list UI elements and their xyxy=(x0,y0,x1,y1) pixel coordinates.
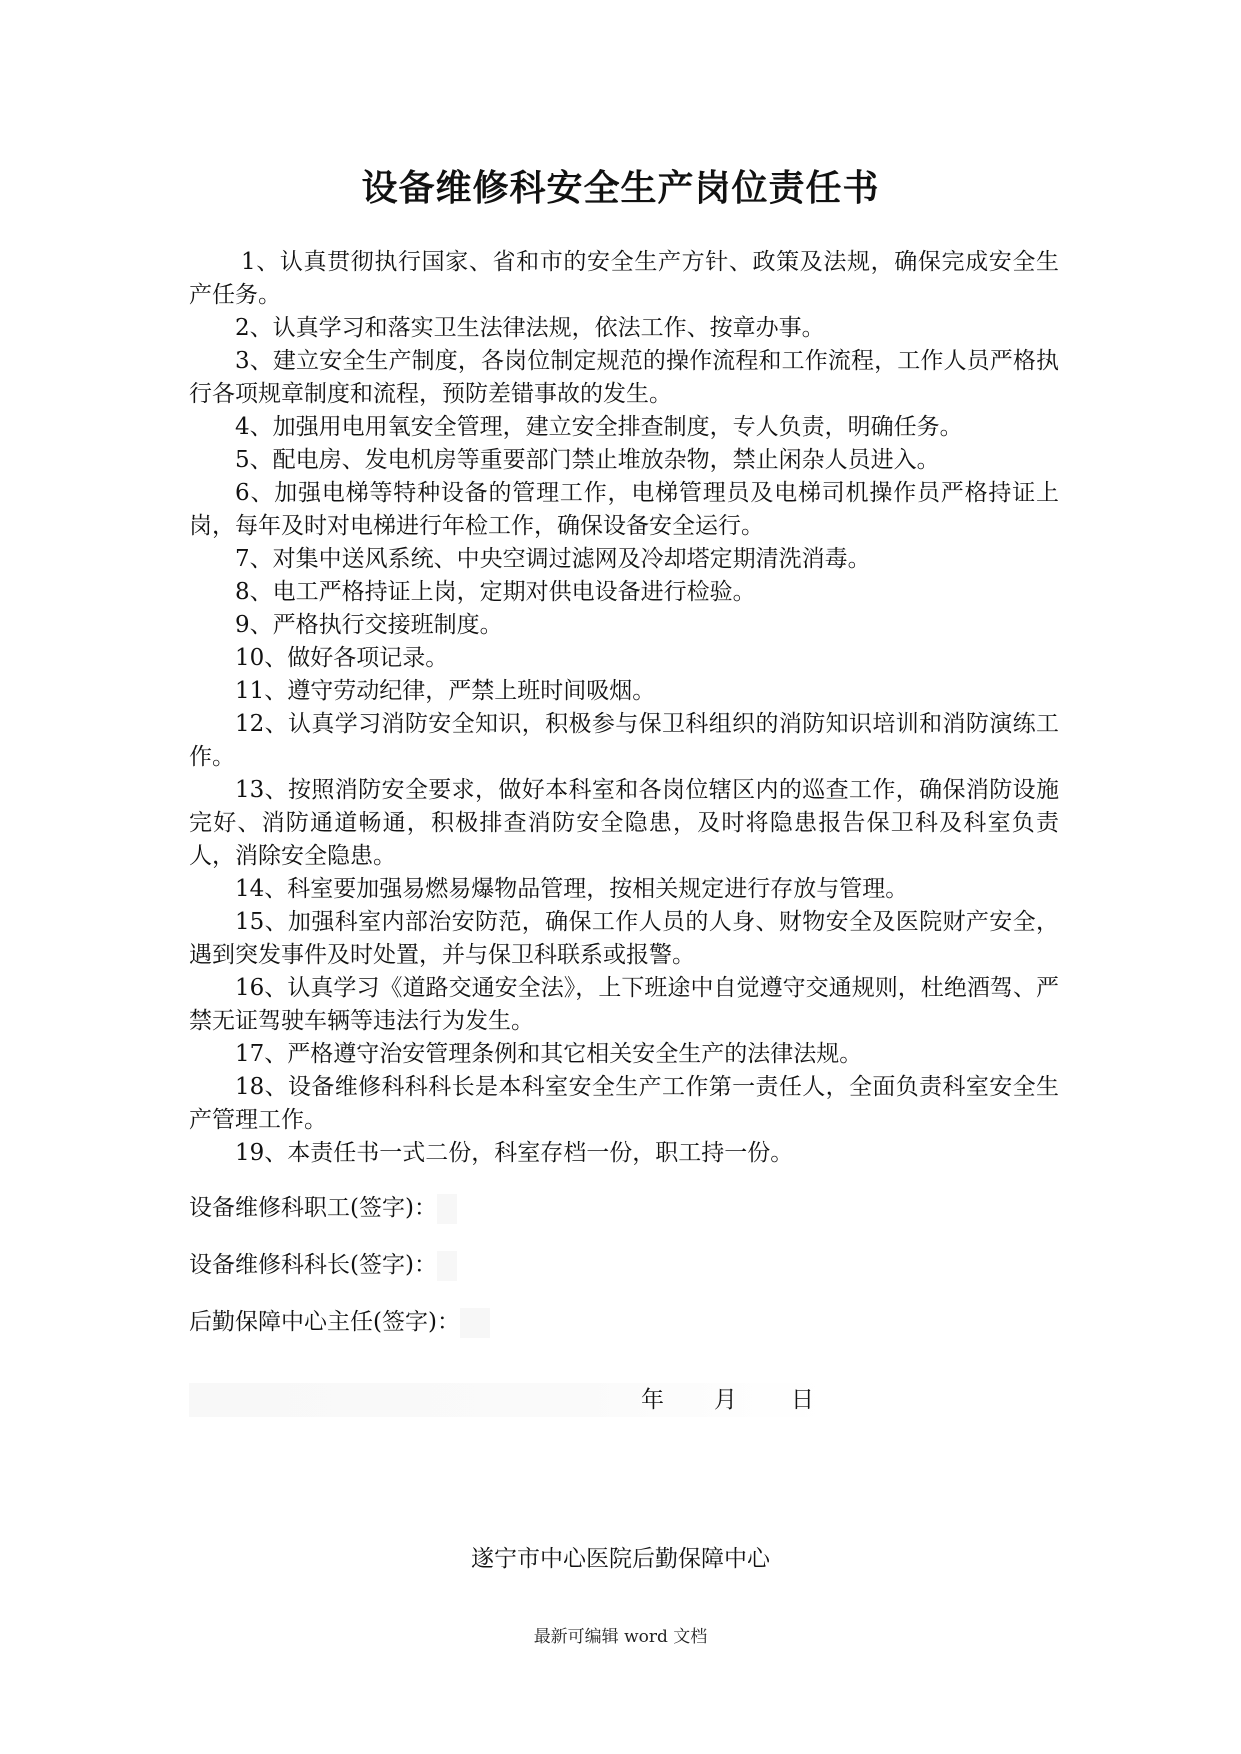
organization-name: 遂宁市中心医院后勤保障中心 xyxy=(471,1546,770,1572)
list-item: 11、遵守劳动纪律，严禁上班时间吸烟。 xyxy=(235,678,656,704)
list-item: 7、对集中送风系统、中央空调过滤网及冷却塔定期清洗消毒。 xyxy=(235,546,871,572)
list-item: 8、电工严格持证上岗，定期对供电设备进行检验。 xyxy=(235,579,756,605)
signature-chief-blank xyxy=(437,1251,457,1281)
date-day: 日 xyxy=(791,1387,814,1413)
list-item: 12、认真学习消防安全知识，积极参与保卫科组织的消防知识培训和消防演练工作。 xyxy=(189,711,1059,770)
date-month: 月 xyxy=(714,1387,737,1413)
list-item: 16、认真学习《道路交通安全法》，上下班途中自觉遵守交通规则，杜绝酒驾、严禁无证驾驶车辆等违法行为发生。 xyxy=(189,975,1059,1034)
signature-staff xyxy=(189,1192,457,1225)
signature-staff-label: 设备维修科职工(签字)： xyxy=(189,1195,437,1221)
list-item: 18、设备维修科科科长是本科室安全生产工作第一责任人，全面负责科室安全生产管理工作。 xyxy=(189,1074,1059,1133)
date-year: 年 xyxy=(641,1387,664,1413)
date-line xyxy=(189,1383,829,1417)
list-item: 1、认真贯彻执行国家、省和市的安全生产方针、政策及法规，确保完成安全生产任务。 xyxy=(189,249,1059,308)
signature-staff-blank xyxy=(437,1194,457,1224)
list-item: 15、加强科室内部治安防范，确保工作人员的人身、财物安全及医院财产安全，遇到突发事件及时处置，并与保卫科联系或报警。 xyxy=(189,909,1059,968)
list-item: 3、建立安全生产制度，各岗位制定规范的操作流程和工作流程，工作人员严格执行各项规章制度和流程，预防差错事故的发生。 xyxy=(189,348,1059,407)
list-item: 13、按照消防安全要求，做好本科室和各岗位辖区内的巡查工作，确保消防设施完好、消防通道畅通，积极排查消防安全隐患，及时将隐患报告保卫科及科室负责人，消除安全隐患。 xyxy=(189,777,1059,869)
signature-director-blank xyxy=(460,1308,490,1338)
list-item: 9、严格执行交接班制度。 xyxy=(235,612,503,638)
list-item: 5、配电房、发电机房等重要部门禁止堆放杂物，禁止闲杂人员进入。 xyxy=(235,447,940,473)
signature-chief xyxy=(189,1249,457,1282)
list-item: 14、科室要加强易燃易爆物品管理，按相关规定进行存放与管理。 xyxy=(235,876,909,902)
list-item: 17、严格遵守治安管理条例和其它相关安全生产的法律法规。 xyxy=(235,1041,863,1067)
list-item: 6、加强电梯等特种设备的管理工作，电梯管理员及电梯司机操作员严格持证上岗，每年及时对电梯进行年检工作，确保设备安全运行。 xyxy=(189,480,1059,539)
list-item: 4、加强用电用氧安全管理，建立安全排查制度，专人负责，明确任务。 xyxy=(235,414,963,440)
list-item: 2、认真学习和落实卫生法律法规，依法工作、按章办事。 xyxy=(235,315,825,341)
list-item: 19、本责任书一式二份，科室存档一份，职工持一份。 xyxy=(235,1140,794,1166)
signature-director xyxy=(189,1306,490,1339)
page-footer: 最新可编辑 word 文档 xyxy=(533,1627,708,1647)
responsibility-items xyxy=(189,246,1059,1170)
signature-director-label: 后勤保障中心主任(签字)： xyxy=(189,1309,460,1335)
document-title: 设备维修科安全生产岗位责任书 xyxy=(361,168,880,209)
signature-chief-label: 设备维修科科长(签字)： xyxy=(189,1252,437,1278)
list-item: 10、做好各项记录。 xyxy=(235,645,449,671)
